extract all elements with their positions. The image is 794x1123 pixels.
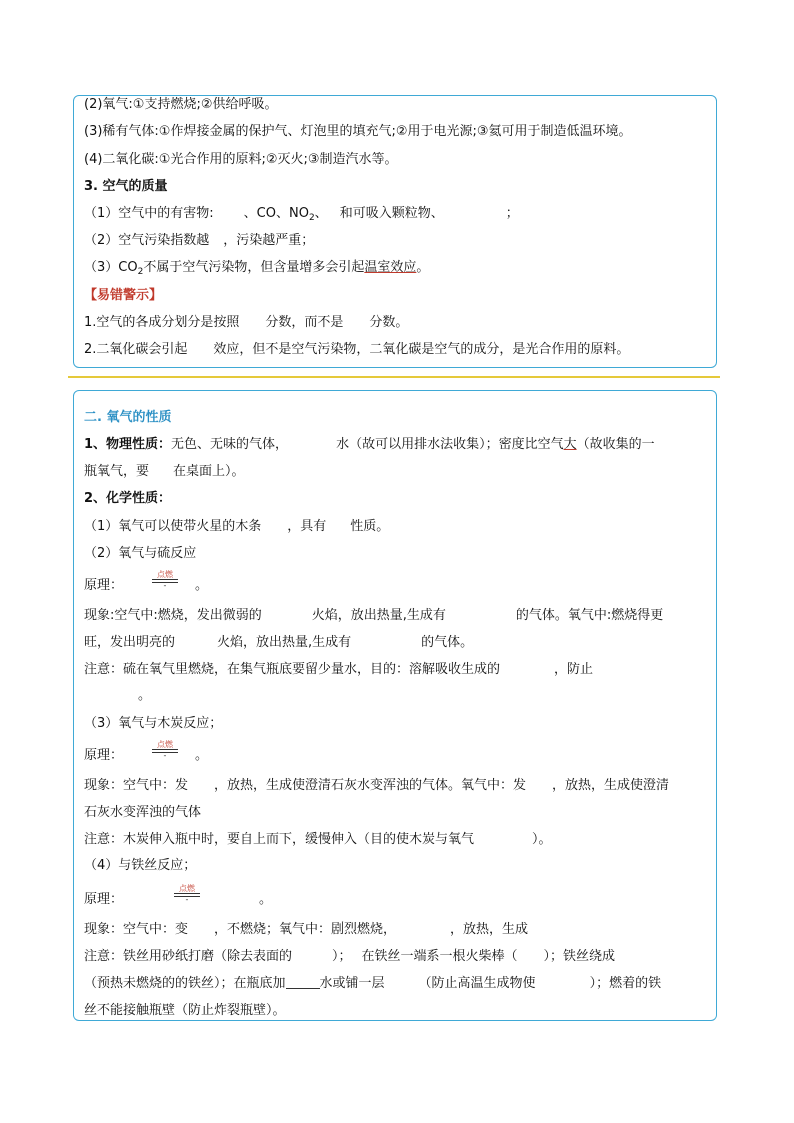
charcoal-phenomenon-line-2: 石灰水变浑浊的气体 [84, 805, 202, 820]
ignite-condition-sulfur: 点燃 - [152, 570, 178, 589]
charcoal-phenomenon-line-1: 现象：空气中：发 ，放热，生成使澄清石灰水变浑浊的气体。氧气中：发 ，放热，生成使澄清 [84, 778, 670, 793]
warning-heading: 【易错警示】 [84, 288, 163, 303]
sulfur-reaction-heading: （2）氧气与硫反应 [84, 546, 197, 561]
air-quality-heading: 3. 空气的质量 [84, 179, 168, 194]
iron-note-line-1: 注意：铁丝用砂纸打磨（除去表面的 ）； 在铁丝一端系一根火柴棒（ ）；铁丝绕成 [84, 949, 616, 964]
co2-not-pollutant-line: $(3)CO_2$不属于空气污染物，但含量增多会引起温室效应。 [84, 260, 430, 277]
iron-principle-line: 原理： 。 [84, 892, 273, 907]
physical-properties-line-1: 1、物理性质：无色、无味的气体， 水（故可以用排水法收集）；密度比空气大（故收集的一 [84, 437, 655, 452]
charcoal-principle-line: 原理： 。 [84, 748, 209, 763]
charcoal-note-line: 注意：木炭伸入瓶中时，要自上而下，缓慢伸入（目的使木炭与氧气 ）。 [84, 832, 552, 847]
iron-note-line-2: （预热未燃烧的的铁丝）；在瓶底加 水或铺一层 （防止高温生成物使 ）；燃着的铁 [84, 976, 662, 991]
sulfur-phenomenon-line-2: 旺，发出明亮的 火焰，放出热量,生成有 的气体。 [84, 635, 474, 650]
chemical-properties-heading: 2、化学性质： [84, 491, 172, 506]
ignite-condition-iron: 点燃 - [174, 884, 200, 903]
iron-note-line-3: 丝不能接触瓶壁（防止炸裂瓶壁）。 [84, 1003, 286, 1018]
oxygen-properties-section [73, 390, 717, 1021]
ignite-condition-charcoal: 点燃 - [152, 740, 178, 759]
splint-test-line: （1）氧气可以使带火星的木条 ，具有 性质。 [84, 519, 390, 534]
section-title: 二. 氧气的性质 [84, 410, 172, 425]
iron-reaction-heading: （4）与铁丝反应； [84, 858, 197, 873]
charcoal-reaction-heading: （3）氧气与木炭反应； [84, 716, 223, 731]
sulfur-phenomenon-line-1: 现象:空气中:燃烧，发出微弱的 火焰，放出热量,生成有 的气体。氧气中:燃烧得更 [84, 608, 664, 623]
air-uses-section [73, 95, 717, 368]
sulfur-note-end: 。 [138, 688, 152, 703]
physical-properties-line-2: 瓶氧气，要 在桌面上）。 [84, 464, 245, 479]
noble-gas-uses-line: (3)稀有气体:①作焊接金属的保护气、灯泡里的填充气;②用于电光源;③氦可用于制造低温环境。 [84, 124, 632, 139]
warning-line-1: 1.空气的各成分划分是按照 分数，而不是 分数。 [84, 315, 409, 330]
iron-phenomenon-line: 现象：空气中：变 ，不燃烧；氧气中：剧烈燃烧， ，放热，生成 [84, 922, 529, 937]
oxygen-uses-line: (2)氧气:①支持燃烧;②供给呼吸。 [84, 97, 278, 112]
pollution-index-line: （2）空气污染指数越 ，污染越严重； [84, 233, 315, 248]
sulfur-note-line: 注意：硫在氧气里燃烧，在集气瓶底要留少量水，目的：溶解吸收生成的 ，防止 [84, 662, 594, 677]
sulfur-principle-line: 原理： 。 [84, 578, 209, 593]
harmful-substances-line: （1）空气中的有害物: 、CO、$NO_2$、 和可吸入颗粒物、 ； [84, 206, 519, 223]
section-divider [68, 376, 720, 378]
warning-line-2: 2.二氧化碳会引起 效应，但不是空气污染物，二氧化碳是空气的成分，是光合作用的原料。 [84, 342, 630, 357]
co2-uses-line: (4)二氧化碳:①光合作用的原料;②灭火;③制造汽水等。 [84, 152, 398, 167]
